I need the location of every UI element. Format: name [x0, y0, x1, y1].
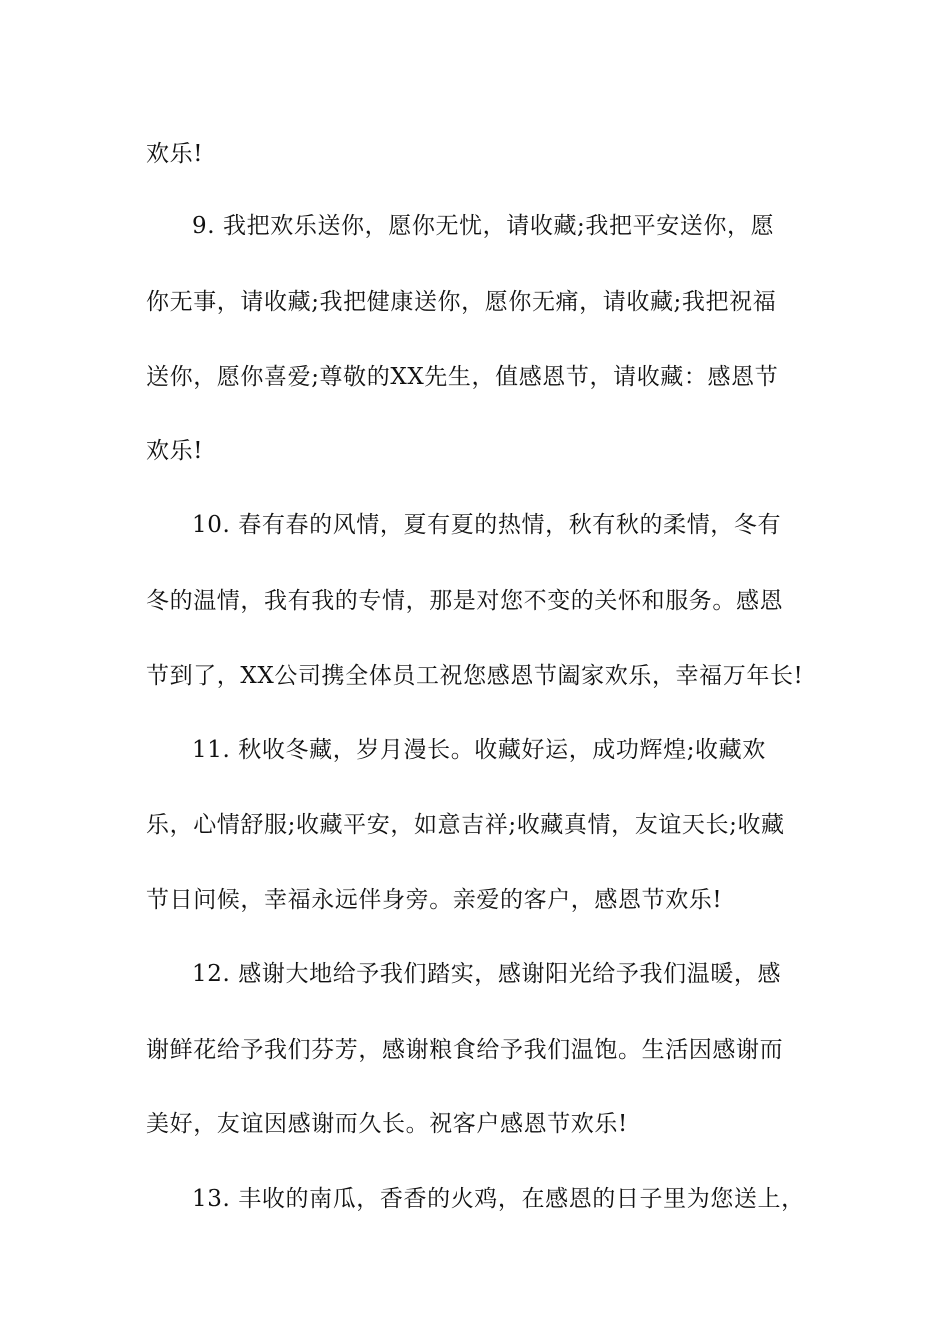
- text-line: 11. 秋收冬藏，岁月漫长。收藏好运，成功辉煌;收藏欢: [192, 737, 766, 763]
- text-line: 美好，友谊因感谢而久长。祝客户感恩节欢乐!: [146, 1111, 628, 1137]
- text-line: 节日问候，幸福永远伴身旁。亲爱的客户，感恩节欢乐!: [146, 887, 723, 913]
- text-line: 13. 丰收的南瓜，香香的火鸡，在感恩的日子里为您送上，: [192, 1186, 805, 1212]
- text-line: 10. 春有春的风情，夏有夏的热情，秋有秋的柔情，冬有: [192, 512, 782, 538]
- text-line: 12. 感谢大地给予我们踏实，感谢阳光给予我们温暖，感: [192, 961, 782, 987]
- text-line: 欢乐!: [146, 141, 204, 167]
- text-line: 送你，愿你喜爱;尊敬的XX先生，值感恩节，请收藏：感恩节: [146, 364, 779, 390]
- text-line: 节到了，XX公司携全体员工祝您感恩节阖家欢乐，幸福万年长!: [146, 663, 804, 689]
- text-line: 乐，心情舒服;收藏平安，如意吉祥;收藏真情，友谊天长;收藏: [146, 812, 785, 838]
- text-line: 欢乐!: [146, 438, 204, 464]
- text-line: 你无事，请收藏;我把健康送你，愿你无痛，请收藏;我把祝福: [146, 289, 777, 315]
- text-line: 谢鲜花给予我们芬芳，感谢粮食给予我们温饱。生活因感谢而: [146, 1037, 784, 1063]
- text-line: 冬的温情，我有我的专情，那是对您不变的关怀和服务。感恩: [146, 588, 784, 614]
- text-line: 9. 我把欢乐送你，愿你无忧，请收藏;我把平安送你，愿: [192, 213, 775, 239]
